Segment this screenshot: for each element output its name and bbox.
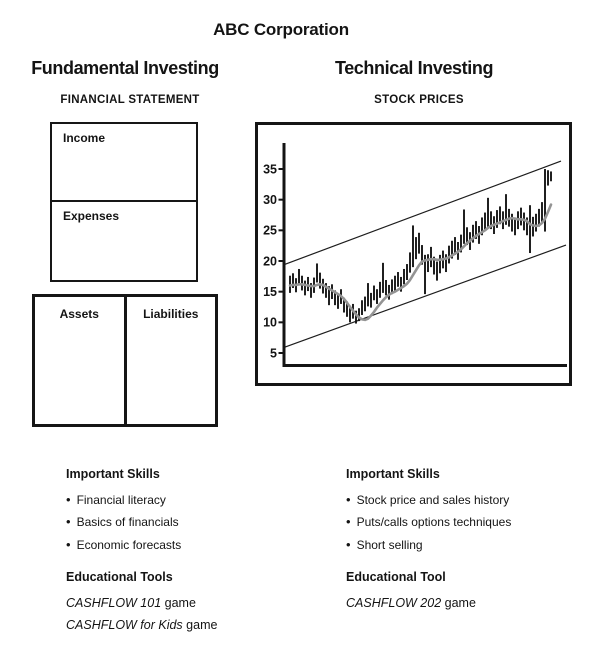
- bullet-icon: •: [346, 536, 351, 552]
- liabilities-section: [127, 297, 216, 424]
- income-label: Income: [63, 131, 106, 145]
- bullet-icon: •: [346, 514, 351, 530]
- stock-price-chart: [255, 122, 572, 386]
- y-tick-label: 20: [263, 254, 277, 269]
- y-axis-ticks: [263, 162, 284, 360]
- list-item: [346, 534, 586, 556]
- right-skills-title: Important Skills: [346, 467, 440, 481]
- skill-text: Short selling: [356, 537, 423, 552]
- page-title: ABC Corporation: [213, 20, 349, 39]
- left-column-heading: Fundamental Investing: [31, 58, 219, 78]
- skill-text: Puts/calls options techniques: [356, 515, 512, 530]
- assets-liabilities-box: [32, 294, 218, 427]
- list-item: [66, 511, 306, 533]
- price-bars: [290, 169, 551, 324]
- trend-channel: [284, 161, 566, 347]
- liabilities-label: Liabilities: [143, 307, 199, 321]
- list-item: [346, 511, 586, 533]
- income-section: [52, 124, 196, 202]
- y-tick-label: 15: [263, 284, 277, 299]
- left-skills-block: [66, 467, 306, 556]
- left-tools-block: [66, 570, 306, 636]
- right-tools-title: Educational Tool: [346, 570, 446, 584]
- tool-item: [346, 592, 586, 614]
- financial-statement-label: FINANCIAL STATEMENT: [60, 94, 200, 106]
- skill-text: Economic forecasts: [76, 537, 182, 552]
- expenses-section: [52, 202, 196, 279]
- left-tools-title: Educational Tools: [66, 570, 173, 584]
- assets-section: [35, 297, 127, 424]
- right-skills-block: [346, 467, 586, 556]
- tool-name: CASHFLOW for Kids: [66, 618, 183, 632]
- expenses-label: Expenses: [63, 209, 120, 223]
- right-tools-block: [346, 570, 586, 614]
- bullet-icon: •: [66, 514, 71, 530]
- list-item: [66, 534, 306, 556]
- y-tick-label: 30: [263, 192, 277, 207]
- left-skills-title: Important Skills: [66, 467, 160, 481]
- tool-item: [66, 614, 306, 636]
- tool-name: CASHFLOW 202: [346, 596, 442, 610]
- list-item: [346, 489, 586, 511]
- bullet-icon: •: [346, 492, 351, 507]
- y-tick-label: 35: [263, 162, 277, 177]
- skill-text: Basics of financials: [76, 515, 179, 530]
- tool-name: CASHFLOW 101: [66, 596, 162, 610]
- stock-chart-svg: [258, 125, 569, 383]
- stock-prices-label: STOCK PRICES: [374, 94, 464, 106]
- y-tick-label: 5: [270, 346, 277, 361]
- tool-suffix: game: [182, 618, 218, 632]
- right-column-heading: Technical Investing: [334, 58, 494, 78]
- skill-text: Stock price and sales history: [356, 493, 510, 507]
- bullet-icon: •: [66, 536, 71, 552]
- y-tick-label: 10: [263, 315, 277, 330]
- income-expenses-box: [50, 122, 198, 282]
- tool-suffix: game: [161, 596, 196, 610]
- skill-text: Financial literacy: [76, 493, 166, 507]
- tool-item: [66, 592, 306, 614]
- bullet-icon: •: [66, 492, 71, 507]
- tool-suffix: game: [441, 596, 476, 610]
- assets-label: Assets: [59, 307, 99, 321]
- list-item: [66, 489, 306, 511]
- y-tick-label: 25: [263, 223, 277, 238]
